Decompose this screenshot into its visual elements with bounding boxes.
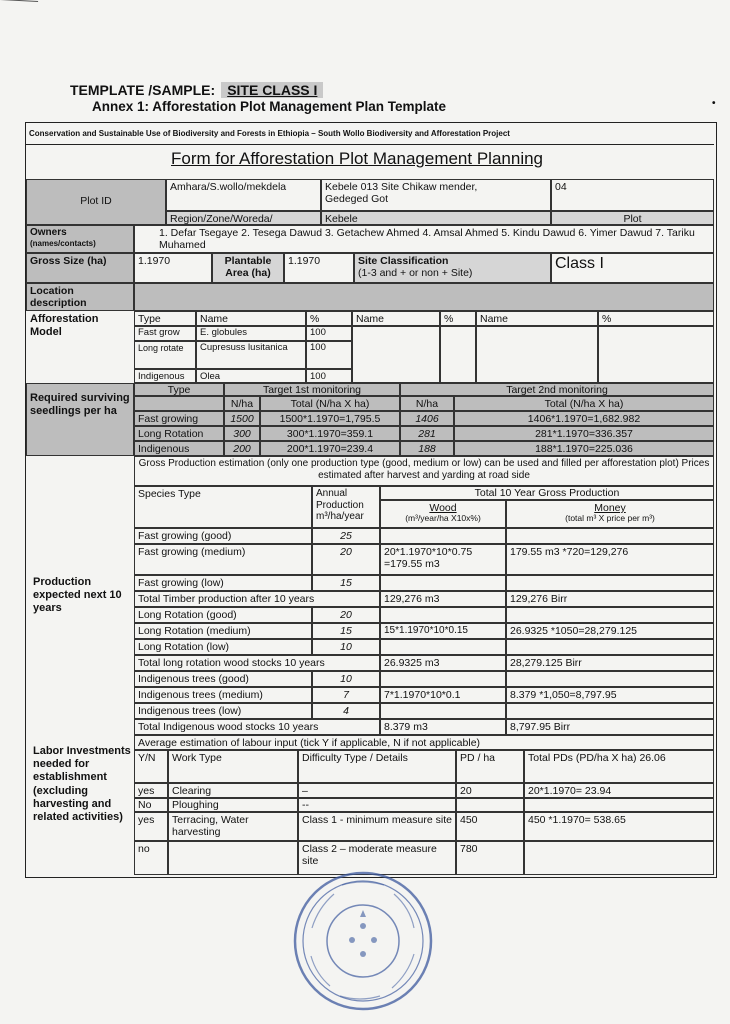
plantable-area-value: 1.1970 [284,253,354,283]
long-rotation-total-wood: 26.9325 m3 [380,655,506,671]
target1-total-header: Total (N/ha X ha) [260,396,400,411]
afforestation-model-label: Afforestation Model [30,313,99,339]
model-header-pct-3: % [598,311,714,326]
form-title: Form for Afforestation Plot Management Planning [171,149,543,168]
seedling-row-n1: 300 [224,426,260,441]
seedling-row-n2: 1406 [400,411,454,426]
labor-label: Labor Investments needed for establishment (excluding harvesting and related activities) [33,745,131,823]
production-row-money [506,575,714,591]
labor-row-total [524,798,714,812]
production-row-money [506,607,714,623]
production-row-wood: 15*1.1970*10*0.15 [380,623,506,639]
labor-row-work: Clearing [168,783,298,798]
model-row-name: Cupresuss lusitanica [196,341,306,369]
production-row-money [506,528,714,544]
seedlings-label: Required surviving seedlings per ha [26,383,134,456]
model-row-type: Indigenous [134,369,196,383]
location-value [134,283,714,311]
scan-artifact-line [0,0,38,6]
gross-size-label: Gross Size (ha) [26,253,134,283]
owners-value: 1. Defar Tsegaye 2. Tesega Dawud 3. Getachew Ahmed 4. Amsal Ahmed 5. Kindu Dawud 6. Yimer Dawud 7. Tariku Muhamed [134,225,714,253]
model-row-name: Olea [196,369,306,383]
labor-row-pd: 450 [456,812,524,841]
model-empty-cell [598,326,714,383]
production-row-species: Long Rotation (good) [134,607,312,623]
region-value: Amhara/S.wollo/mekdela [166,179,321,211]
plantable-area-label: Plantable Area (ha) [212,253,284,283]
plot-id-label: Plot ID [26,179,166,225]
management-plan-form [25,122,717,878]
production-row-wood: 7*1.1970*10*0.1 [380,687,506,703]
labor-row-yn: no [134,841,168,875]
kebele-value-line1: Kebele 013 Site Chikaw mender, [325,181,478,193]
production-row-annual: 25 [312,528,380,544]
production-total-wood: 129,276 m3 [380,591,506,607]
model-header-type: Type [134,311,196,326]
model-empty-cell [352,326,440,383]
seedling-row-type: Long Rotation [134,426,224,441]
template-label: TEMPLATE /SAMPLE: [70,82,216,98]
seedling-row-t2: 188*1.1970=225.036 [454,441,714,456]
seedlings-blank [134,396,224,411]
indigenous-total-label: Total Indigenous wood stocks 10 years [134,719,380,735]
labor-row-difficulty: -- [298,798,456,812]
seedling-row-t1: 200*1.1970=239.4 [260,441,400,456]
labor-header-yn: Y/N [134,750,168,783]
seedling-row-type: Fast growing [134,411,224,426]
seedling-row-t2: 1406*1.1970=1,682.982 [454,411,714,426]
wood-header: Wood [429,502,457,514]
production-row-money: 8.379 *1,050=8,797.95 [506,687,714,703]
site-class-label: SITE CLASS I [221,82,323,98]
indigenous-total-wood: 8.379 m3 [380,719,506,735]
production-row-species: Indigenous trees (good) [134,671,312,687]
model-row-type: Fast grow [134,326,196,341]
model-header-name-1: Name [196,311,306,326]
labor-header-pd: PD / ha [456,750,524,783]
labor-row-work [168,841,298,875]
money-subheader: (total m³ X price per m³) [565,513,655,524]
project-header: Conservation and Sustainable Use of Biodiversity and Forests in Ethiopia – South Wollo Biodiversity and Afforestation Project [26,123,714,145]
production-row-wood [380,639,506,655]
production-row-annual: 15 [312,623,380,639]
production-row-species: Indigenous trees (low) [134,703,312,719]
indigenous-total-money: 8,797.95 Birr [506,719,714,735]
model-row-pct: 100 [306,341,352,369]
model-header-name-3: Name [476,311,598,326]
target1-nha-header: N/ha [224,396,260,411]
labor-row-yn: yes [134,783,168,798]
production-row-wood: 20*1.1970*10*0.75 =179.55 m3 [380,544,506,575]
owners-sublabel: (names/contacts) [30,238,96,248]
production-row-wood [380,575,506,591]
model-row-type: Long rotate [134,341,196,369]
model-empty-cell [440,326,476,383]
production-row-species: Indigenous trees (medium) [134,687,312,703]
target1-header: Target 1st monitoring [224,383,400,396]
labor-row-yn: yes [134,812,168,841]
labor-header-work: Work Type [168,750,298,783]
labor-row-difficulty: Class 2 – moderate measure site [298,841,456,875]
production-label: Production expected next 10 years [33,576,122,615]
model-header-pct-2: % [440,311,476,326]
annex-title: Annex 1: Afforestation Plot Management Plan Template [92,99,447,114]
production-row-species: Fast growing (good) [134,528,312,544]
long-rotation-total-money: 28,279.125 Birr [506,655,714,671]
production-row-money: 26.9325 *1050=28,279.125 [506,623,714,639]
labor-intro: Average estimation of labour input (tick Y if applicable, N if not applicable) [134,735,714,750]
production-row-money [506,639,714,655]
site-classification-label: Site Classification [358,255,449,267]
production-row-species: Long Rotation (low) [134,639,312,655]
gross-size-value: 1.1970 [134,253,212,283]
model-header-name-2: Name [352,311,440,326]
money-header: Money [594,502,626,514]
official-stamp [290,868,436,1014]
production-row-species: Fast growing (medium) [134,544,312,575]
labor-row-yn: No [134,798,168,812]
labor-row-pd: 20 [456,783,524,798]
production-total-label: Total Timber production after 10 years [134,591,380,607]
plot-value: 04 [551,179,714,211]
labor-row-total: 450 *1.1970= 538.65 [524,812,714,841]
target2-header: Target 2nd monitoring [400,383,714,396]
production-row-money [506,671,714,687]
labor-header-total: Total PDs (PD/ha X ha) 26.06 [524,750,714,783]
annual-production-header: Annual Production m³/ha/year [312,486,380,528]
kebele-label: Kebele [321,211,551,225]
site-classification-sub: (1-3 and + or non + Site) [358,267,473,280]
production-row-species: Long Rotation (medium) [134,623,312,639]
labor-row-pd: 780 [456,841,524,875]
production-row-annual: 10 [312,639,380,655]
margin-mark: • [712,98,716,109]
plot-label: Plot [551,211,714,225]
labor-header-difficulty: Difficulty Type / Details [298,750,456,783]
labor-row-pd [456,798,524,812]
kebele-value-line2: Gedeged Got [325,193,389,206]
production-row-wood [380,607,506,623]
region-label: Region/Zone/Woreda/ [166,211,321,225]
site-class-value: Class I [551,253,714,283]
model-row-pct: 100 [306,369,352,383]
labor-row-difficulty: Class 1 - minimum measure site [298,812,456,841]
production-row-wood [380,671,506,687]
seedling-row-n2: 281 [400,426,454,441]
model-header-pct-1: % [306,311,352,326]
model-row-name: E. globules [196,326,306,341]
target2-nha-header: N/ha [400,396,454,411]
seedling-row-n1: 200 [224,441,260,456]
production-row-annual: 7 [312,687,380,703]
seedling-row-t1: 1500*1.1970=1,795.5 [260,411,400,426]
labor-row-total: 20*1.1970= 23.94 [524,783,714,798]
production-row-annual: 4 [312,703,380,719]
seedlings-type-header: Type [134,383,224,396]
labor-row-total [524,841,714,875]
template-title [70,82,323,98]
production-total-money: 129,276 Birr [506,591,714,607]
long-rotation-total-label: Total long rotation wood stocks 10 years [134,655,380,671]
production-row-annual: 20 [312,544,380,575]
seedling-row-type: Indigenous [134,441,224,456]
production-intro: Gross Production estimation (only one production type (good, medium or low) can be used and filled per afforestation plot) Prices estimated after harvest and yarding at road side [134,456,714,486]
production-row-wood [380,528,506,544]
seedling-row-n2: 188 [400,441,454,456]
production-row-annual: 20 [312,607,380,623]
seedling-row-n1: 1500 [224,411,260,426]
production-row-annual: 15 [312,575,380,591]
owners-label: Owners [30,227,67,238]
seedling-row-t2: 281*1.1970=336.357 [454,426,714,441]
production-row-annual: 10 [312,671,380,687]
model-empty-cell [476,326,598,383]
production-row-wood [380,703,506,719]
labor-row-work: Ploughing [168,798,298,812]
production-row-species: Fast growing (low) [134,575,312,591]
seedling-row-t1: 300*1.1970=359.1 [260,426,400,441]
model-row-pct: 100 [306,326,352,341]
gross-production-header: Total 10 Year Gross Production [380,486,714,500]
target2-total-header: Total (N/ha X ha) [454,396,714,411]
species-type-header: Species Type [134,486,312,528]
location-label: Location description [26,283,134,311]
production-row-money [506,703,714,719]
labor-row-difficulty: – [298,783,456,798]
labor-row-work: Terracing, Water harvesting [168,812,298,841]
production-row-money: 179.55 m3 *720=129,276 [506,544,714,575]
wood-subheader: (m³/year/ha X10x%) [405,513,481,524]
